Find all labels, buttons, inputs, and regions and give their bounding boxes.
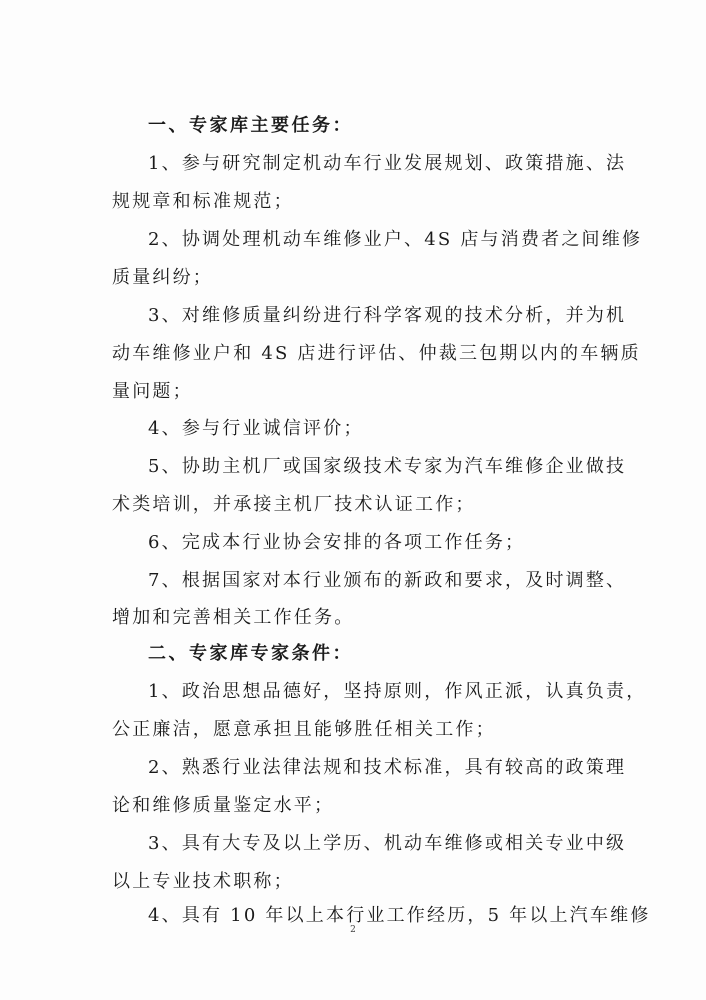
section-heading-tasks: 一、专家库主要任务： [148, 115, 353, 136]
section-heading-conditions: 二、专家库专家条件： [148, 643, 353, 664]
condition-3-line-1: 3、具有大专及以上学历、机动车维修或相关专业中级 [148, 833, 627, 854]
condition-3-line-2: 以上专业技术职称； [112, 871, 294, 892]
task-7-line-1: 7、根据国家对本行业颁布的新政和要求，及时调整、 [148, 570, 627, 591]
condition-2-line-2: 论和维修质量鉴定水平； [112, 795, 335, 816]
task-1-line-1: 1、参与研究制定机动车行业发展规划、政策措施、法 [148, 153, 627, 174]
task-2-line-2: 质量纠纷； [112, 267, 213, 288]
condition-1-line-1: 1、政治思想品德好，坚持原则，作风正派，认真负责， [148, 681, 647, 702]
task-3-line-2: 动车维修业户和 4S 店进行评估、仲裁三包期以内的车辆质 [112, 343, 641, 364]
task-3-line-1: 3、对维修质量纠纷进行科学客观的技术分析，并为机 [148, 305, 627, 326]
task-5-line-2: 术类培训，并承接主机厂技术认证工作； [112, 494, 476, 515]
condition-4-line-1: 4、具有 10 年以上本行业工作经历，5 年以上汽车维修 [148, 905, 651, 926]
task-7-line-2: 增加和完善相关工作任务。 [112, 607, 355, 628]
condition-1-line-2: 公正廉洁，愿意承担且能够胜任相关工作； [112, 719, 496, 740]
task-2-line-1: 2、协调处理机动车维修业户、4S 店与消费者之间维修 [148, 229, 643, 250]
task-3-line-3: 量问题； [112, 381, 193, 402]
task-4-line-1: 4、参与行业诚信评价； [148, 418, 364, 439]
task-1-line-2: 规规章和标准规范； [112, 191, 294, 212]
task-6-line-1: 6、完成本行业协会安排的各项工作任务； [148, 532, 526, 553]
task-5-line-1: 5、协助主机厂或国家级技术专家为汽车维修企业做技 [148, 456, 627, 477]
condition-2-line-1: 2、熟悉行业法律法规和技术标准，具有较高的政策理 [148, 757, 627, 778]
page-number: 2 [350, 925, 356, 935]
